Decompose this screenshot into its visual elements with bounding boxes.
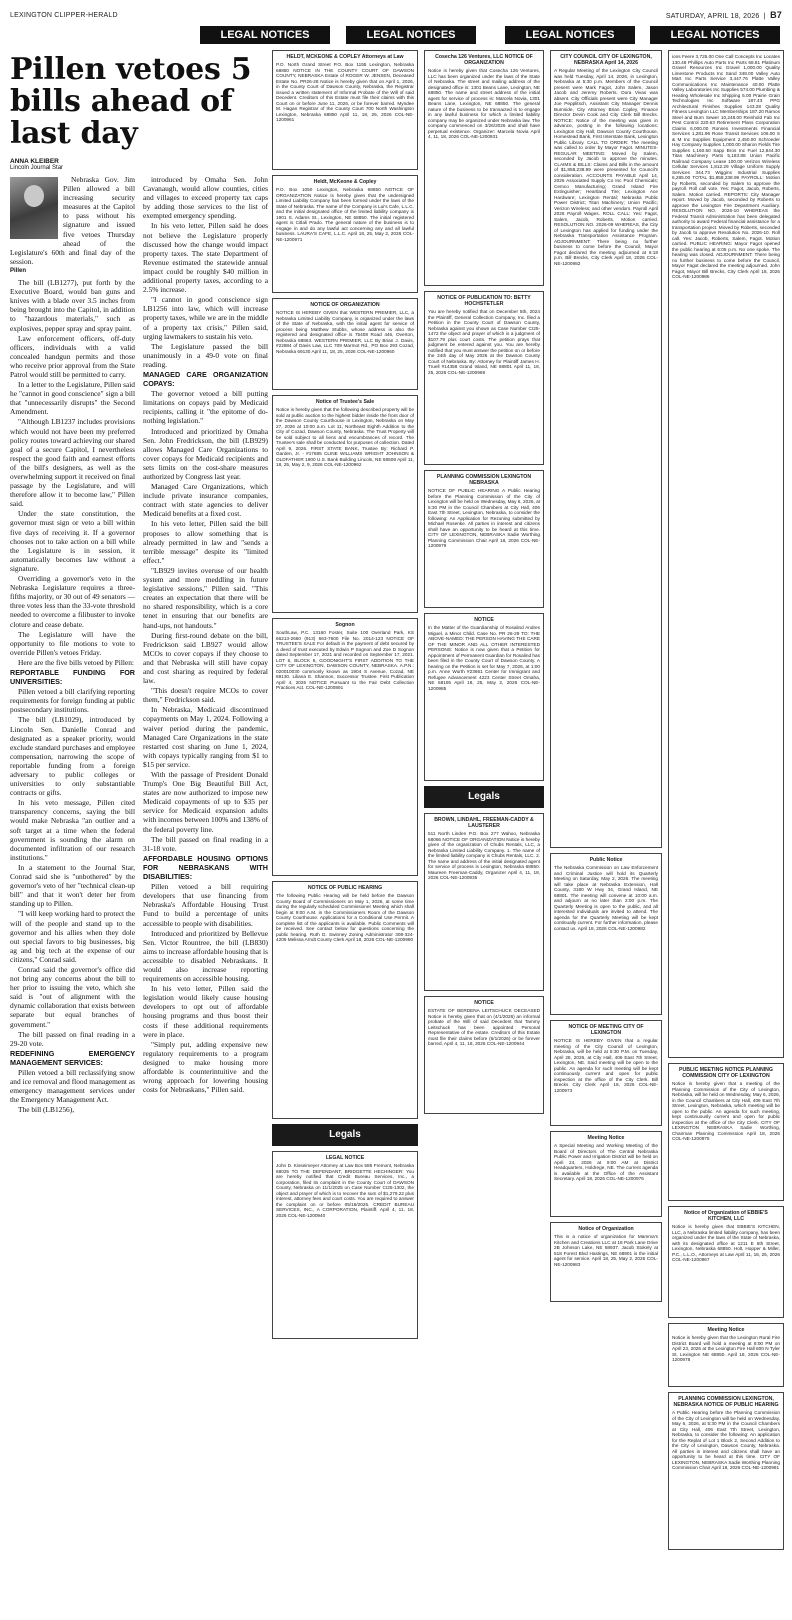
notice-title: LEGAL NOTICE xyxy=(325,1155,365,1161)
notice-body: NOTICE OF PUBLIC HEARING A Public Hearing before the Planning Commission of the City of Lexington will be held on Wednesday, May 6, 2026, at 5:30 PM in the Council Chambers at City Hall, 406 East 7th Street, Lexington, Nebraska, to consider the following: An Application for Rezoning submitted by Michael Rosenke. All parties in interest and citizens shall have an opportunity to be heard at this time. CITY OF LEXINGTON, NEBRASKA Sadie Worthing Planning Commission Chair April 18, 2026 COL-NE-1200979 xyxy=(428,488,540,548)
legal-notices-banner: LEGAL NOTICES xyxy=(200,26,330,44)
story-paragraph: "This doesn't require MCOs to cover them," Fredrickson said. xyxy=(143,686,268,705)
notice-title: Public Notice xyxy=(589,857,623,863)
page-number: B7 xyxy=(770,10,782,20)
legal-notice xyxy=(550,50,662,848)
notice-title: PUBLIC MEETING NOTICE PLANNING COMMISSION CITY OF LEXINGTON xyxy=(679,1067,773,1079)
story-paragraph: Nebraska Gov. Jim Pillen allowed a bill increasing security measures at the Capitol to pass without his signature and issued five vetoes Thursday ahead of the Legislature's 60th and final day of the session. xyxy=(10,175,135,266)
notice-title: NOTICE OF PUBLIC HEARING xyxy=(307,885,383,891)
story-column-2 xyxy=(143,175,268,1115)
story-subhead: REDEFINING EMERGENCY MANAGEMENT SERVICES: xyxy=(10,1048,135,1067)
notice-body: Notice is hereby given that EBBIE'S KITCHEN, LLC, a Nebraska limited liability company, has been organized under the laws of the State of Nebraska, with its designated office at 1211 E 6th Street, Lexington, Nebraska 68850. Holt, Hopper & Miller, P.C., L.L.O., Attorneys at Law April 11, 18, 25, 2026 COL-NE-1200967 xyxy=(672,1224,780,1262)
issue-date: SATURDAY, APRIL 18, 2026 xyxy=(665,13,760,20)
story-paragraph: Pillen vetoed a bill clarifying reporting requirements for foreign funding at public postsecondary institutions. xyxy=(10,687,135,715)
news-story xyxy=(10,50,268,1115)
banner-row xyxy=(0,26,792,46)
pillen-photo xyxy=(10,177,58,239)
notice-body: P.O. Box 1050 Lexington, Nebraska 68850 NOTICE OF ORGANIZATION Notice is hereby given that the undersigned Limited Liability Company has been formed under the laws of the State of Nebraska. The name of the Company is Lui's Cafe, L.L.C. and the initial designated office of the limited liability company is 1901 S. Adams St., Lexington, NE 68850. The initial registered agent is Citlali Prado. The general nature of the business is to engage in and do any lawful act concerning any and all lawful business. LAURA'S CAFE, L.L.C. April 18, 25, May 2, 2026 COL-NE-1200971 xyxy=(276,187,414,242)
notice-title: NOTICE OF MEETING CITY OF LEXINGTON xyxy=(568,1024,644,1036)
story-headline: Pillen vetoes 5 bills ahead of last day xyxy=(10,52,252,151)
legal-notice xyxy=(424,996,544,1114)
notice-body: ESTATE OF BERDENA LEITSCHUCK DECEASED Notice is hereby given that on (4/1/2026) an informal probate of the Will of said Decedent that Tammy Leitschuck has been appointed Personal Representative of the estate. Creditors of this Estate must file their claims before (6/1/2026) or be forever barred. April 4, 11, 18, 2026 COL-NE-1200944 xyxy=(428,1008,540,1046)
story-byline: ANNA KLEIBER xyxy=(10,158,59,165)
notice-body: The following Public Hearing will be held before the Dawson County Board of Commissioners on May 1, 2026, at some time during the regularly scheduled Commissioner Meeting which shall begin at 9:00 A.M. in the Commissioners Room of the Dawson County Courthouse. Applications for a Conditional Use Permit. A complete list of the applicants is available. Public Comments will be received. See contact below for questions concerning the public hearing. Ruth D. Swinney Zoning Administrator 308-324-4206 Melissa Arndt County Clerk April 18, 2026 COL-NE-1200980 xyxy=(276,893,414,942)
story-subhead: AFFORDABLE HOUSING OPTIONS FOR NEBRASKANS WITH DISABILITIES: xyxy=(143,853,268,882)
story-paragraph: "LB929 invites overuse of our health system and more meddling in future legislative sessions," Pillen said. "This creates an expectation that there will be no shared responsibility, which is a core tenet in ensuring that our benefits are hand-ups, not handouts." xyxy=(143,565,268,630)
story-paragraph: In his veto letter, Pillen said the bill proposes to allow something that is already permitted in law and "sends a terrible message" despite its "limited effect." xyxy=(143,519,268,565)
notice-title: NOTICE xyxy=(474,1000,494,1006)
notice-body: You are hereby notified that on December 5th, 2024 the Plaintiff, General Collection Company, Inc. filed a Petition in the County Court of Dawson County, Nebraska against you shown as Case Number CI25-1472 the object and prayer of which is a judgment of $107.79 plus court costs. The petition prays that judgment be entered against you. You are hereby notified that you must answer the petition on or before the 24th day of May 2026 at the Dawson County Court of Nebraska. By: Attorney for Plaintiff James H. Truell #14358 Grand Island, NE 68801 April 11, 18, 25, 2026 COL-NE-1200969 xyxy=(428,309,540,375)
legal-notice xyxy=(424,50,544,286)
story-paragraph: Here are the five bills vetoed by Pillen: xyxy=(18,657,134,667)
story-paragraph: With the passage of President Donald Trump's One Big Beautiful Bill Act, states are now authorized to impose new Medicaid copayments of up to $35 per service for Medicaid expansion adults with incomes between 100% and 138% of the federal poverty line. xyxy=(143,770,268,834)
notice-title: Meeting Notice xyxy=(707,1327,745,1333)
legal-column-4 xyxy=(668,50,784,1555)
notice-title: Notice of Organization of EBBIE'S KITCHEN, LLC xyxy=(684,1210,768,1222)
notice-title: PLANNING COMMISSION LEXINGTON, NEBRASKA NOTICE OF PUBLIC HEARING xyxy=(673,1396,779,1408)
masthead: LEXINGTON CLIPPER-HERALD SATURDAY, APRIL 18, 2026 | B7 xyxy=(10,10,782,20)
legal-notice xyxy=(272,395,418,613)
legal-column-3 xyxy=(550,50,662,1307)
notice-body: P.O. North Grand Street P.O. Box 1155 Lexington, Nebraska 68850 NOTICE IN THE COUNTY COURT OF DAWSON COUNTY, NEBRASKA Estate of ROGER W. JENSEN, Deceased Estate No. PR26-28 Notice is hereby given that on April 1, 2026, in the County Court of Dawson County, Nebraska, the Registrar issued a written statement of Informal Probate of the Will of said Decedent. Creditors of this Estate must file their claims with this Court on or before June 11, 2026, or be forever barred. Myndee M. Hagan Registrar of the County Court 700 North Washington Lexington, Nebraska 68850 April 11, 18, 25, 2026 COL-NE-1200961 xyxy=(276,62,414,122)
legal-notice xyxy=(550,853,662,1015)
notice-body: A Regular Meeting of the Lexington City Council was held Tuesday, April 14, 2026, in Lexington, Nebraska at 5:30 p.m. Members of the Council present were Mark Fagot, John Salem, Jason Jacob and Jeremy Roberts. Dora Vivas was absent. City Officials present were City Manager Joe Pepplitsch, Assistant City Manager Dennis Burnside, City Attorney Brian Copley, Finance Director Devin Cook and City Clerk Bill Brecks. NOTICE: Notice of the meeting was given in advance, posting in the following locations: Lexington City Hall, Dawson County Courthouse, Homestead Bank, First Interstate Bank, Lexington Public Library. CALL TO ORDER: The meeting was called to order by Mayor Fagot. MINUTES-REGULAR MEETING: Moved by Salem, seconded by Jacob to approve the minutes. CLAIMS & BILLS: Claims and Bills in the amount of $1,858,238.99 were presented for Council's consideration. ACCOUNTS PAYABLE April 14, 2026 Associated Supply Co Inc Pool Chemicals; Cemco Manufacturing; Grand Island Fire Extinguisher; Heartland Tire; Lexington Ace Hardware; Lexington Rental; Nebraska Public Power District; Titan Machinery; Union Pacific; Verizon Wireless; and other vendors. Payroll April 2026 Payroll Wages. ROLL CALL: Yes: Fagot, Salem, Jacob, Roberts. Motion carried. RESOLUTION NO. 2026-09 WHEREAS, the City of Lexington has applied for funding under the Nebraska Transportation Assistance Program. ADJOURNMENT: There being no further business to come before the Council, Mayor Fagot declared the meeting adjourned at 6:18 p.m. Bill Brecks, City Clerk April 18, 2026 COL-NE-1200982 xyxy=(554,68,658,266)
legal-notice xyxy=(668,1323,784,1387)
story-paragraph: In his veto letter, Pillen said he does not believe the Legislature properly discussed how the change would impact property taxes. The state Department of Revenue estimated the statewide annual impact could be roughly $40 million in additional property taxes, according to a 2.5% increase. xyxy=(143,221,268,295)
story-paragraph: In Nebraska, Medicaid discontinued copayments on May 1, 2024. Following a waiver period during the pandemic, Managed Care Organizations in the state restarted cost sharing on June 1, 2024, with copays typically ranging from $1 to $15 per service. xyxy=(143,705,268,769)
story-paragraph: Pillen vetoed a bill reclassifying snow and ice removal and flood management as emergency management services under the Emergency Management Act. xyxy=(10,1068,135,1105)
notice-body: Notice is hereby given that the Lexington Rural Fire District Board will hold a meeting at 8:00 PM on April 23, 2026 at the Lexington Fire Hall 600 N Tyler St, Lexington NE 68850. April 18, 2026 COL-NE-1200978 xyxy=(672,1335,780,1362)
legal-notices-banner: LEGAL NOTICES xyxy=(505,26,635,44)
notice-body: Notice is hereby given that Cosecha 126 Ventures, LLC has been organized under the laws of the State of Nebraska. The street and mailing address of the designated office is: 1301 Beans Lane, Lexington, NE 68850. The name and street address of the initial agent for service of process is: Marcela Novia, 1301 Beans Lane, Lexington, NE 68850. The general nature of the business to be transacted is to engage in any lawful business for which a limited liability company may be organized under Nebraska law. The company commenced on 3/26/2026 and shall have perpetual existence. Organizer: Marcela Novia April 4, 11, 18, 2026 COL-NE-1200931 xyxy=(428,68,540,139)
legal-notice xyxy=(272,618,418,876)
story-paragraph: "Simply put, adding expensive new regulatory requirements to a program designed to make housing more affordable is counterintuitive and the wrong approach for lowering housing costs for Nebraskans," Pillen said. xyxy=(143,1039,268,1095)
notice-title: Meeting Notice xyxy=(587,1135,625,1141)
story-paragraph: In a statement to the Journal Star, Conrad said she is "unbothered" by the governor's veto of her "technical clean-up bill" and that it won't deter her from standing up to Pillen. xyxy=(10,862,135,909)
story-paragraph: The Legislature passed the bill unanimously in a 49-0 vote on final reading. xyxy=(143,341,268,369)
legal-notice xyxy=(272,881,418,1119)
legal-column-2 xyxy=(424,50,544,1119)
legal-notice xyxy=(272,50,418,170)
story-paragraph: "I will keep working hard to protect the will of the people and stand up to the governor and his allies when they dole out special favors to big businesses, big ag and big tech at the expense of our citizens," Conrad said. xyxy=(10,909,135,964)
story-paragraph: Conrad said the governor's office did not bring any concerns about the bill to her prior to issuing the veto, which she said is "out of alignment with the dynamic collaboration that exists between separate but equal branches of government." xyxy=(10,964,135,1029)
story-paragraph: Under the state constitution, the governor must sign or veto a bill within five days of receiving it. If a governor chooses not to take action on a bill while the Legislature is in session, it automatically becomes law without a signature. xyxy=(10,509,135,573)
legal-notice xyxy=(668,50,784,1058)
legal-notice xyxy=(272,1151,418,1339)
legal-column-1 xyxy=(272,50,418,1344)
legal-notice xyxy=(424,613,544,781)
notice-title: Cosecha 126 Ventures, LLC NOTICE OF ORGANIZATION xyxy=(435,54,533,66)
story-paragraph: In his veto letter, Pillen said the legislation would likely cause housing developers to opt out of affordable housing programs and thus boost their costs if these additional requirements were in place. xyxy=(143,984,268,1039)
legals-band: Legals xyxy=(424,786,544,808)
story-paragraph: Pillen vetoed a bill requiring developers that use financing from Nebraska's Affordable Housing Trust Fund to build a percentage of units accessible to people with disabilities. xyxy=(143,882,268,928)
notice-title: NOTICE xyxy=(474,617,494,623)
story-paragraph: The Legislature will have the opportunity to file motions to vote to override Pillen's vetoes Friday. xyxy=(10,629,135,657)
legal-notice xyxy=(424,813,544,991)
notice-title: Notice of Trustee's Sale xyxy=(315,399,375,405)
notice-title: Notice of Organization xyxy=(578,1226,634,1232)
story-paragraph: Introduced and prioritized by Bellevue Sen. Victor Rountree, the bill (LB830) aims to increase affordable housing that is accessible to disabled Nebraskans. It would also increase reporting requirements on accessible housing. xyxy=(143,928,268,984)
notice-title: NOTICE OF PUBLICATION TO: BETTY HOCHSTETLER xyxy=(437,295,531,307)
notice-body: Notice is hereby given that a meeting of the Planning Commission of the City of Lexington, Nebraska, will be held on Wednesday, May 6, 2026, in the Council Chambers at City Hall, 406 East 7th Street, Lexington, Nebraska, which meeting will be open to the public. An agenda for such meeting, kept continuously current and open for public inspection at the office of the City Clerk. CITY OF LEXINGTON NEBRASKA Sadie Worthing, Chairman Planning Commission April 18, 2026 COL-NE-1200975 xyxy=(672,1081,780,1141)
story-paragraph: The bill (LB1277), put forth by the Executive Board, would ban guns and knives with a blade over 3.5 inches from being brought into the Capitol, in addition to "hazardous materials," such as explosives, pepper spray and spray paint. xyxy=(10,278,135,333)
notice-title: Sognon xyxy=(335,622,355,628)
notice-body: The Nebraska Commission on Law Enforcement and Criminal Justice will hold its Quarterly Meeting on Saturday, May 2, 2026. The meeting will take place at Nebraska Extension, Hall County, 3180 W Hwy 34, Grand Island, NE 68801. The meeting will convene at 10:00 a.m. and adjourn at no later than 2:00 p.m. The Quarterly Meeting is open to the public, and all interested individuals are invited to attend. The agenda for the Quarterly Meeting will be kept continually current. For further information, please contact us. April 18, 2026 COL-NE-1200982 xyxy=(554,865,658,931)
story-paragraph: Law enforcement officers, off-duty officers, individuals with a valid concealed handgun permits and those who receive prior approval from the State Patrol would still be permitted to carry. xyxy=(10,333,135,379)
legal-notices-banner: LEGAL NOTICES xyxy=(650,26,780,44)
story-column-1 xyxy=(10,175,135,1115)
legal-notice xyxy=(668,1206,784,1318)
paper-name: LEXINGTON CLIPPER-HERALD xyxy=(10,11,118,19)
notice-title: HELDT, MCKEONE & COPLEY Attorneys at Law xyxy=(286,54,404,60)
notice-title: BROWN, LINDAHL, FREEMAN-CADDY & LAUSTERER xyxy=(434,817,534,829)
photo-caption: Pillen xyxy=(10,267,27,274)
notice-body: In the Matter of the Guardianship of Rosalind Andres Miguel, a Minor Child. Case No. PR 26-29 TO: THE ABOVE-NAMED: THE PERSON HAVING THE CARE OF THE MINOR AND ALL OTHER INTERESTED PERSONS: Notice is now given that a Petition for Appointment of Permanent Guardian for Rosalind has been filed in the County Court of Dawson County. A hearing on the Petition is set for May 7, 2026, at 1:00 p.m. Anne Wurth #23661 Center for Immigrant and Refugee Advancement 4223 Center Street Omaha, NE 68105 April 18, 25, May 2, 2026 COL-NE-1200985 xyxy=(428,625,540,691)
legal-notice xyxy=(272,298,418,390)
story-paragraph: The governor vetoed a bill putting limitations on copays paid by Medicaid recipients, calling it "the epitome of do-nothing legislation." xyxy=(143,389,268,426)
notice-body: SouthLaw, P.C. 13160 Foster, Suite 100 Overland Park, KS 66213-2660 (913) 663-7600 File No. 2014-123 NOTICE OF TRUSTEE'S SALE For default in the payment of debt secured by a deed of trust executed by Edwin P Sognon and Zoe D Sognon dated September 17, 2021 and recorded on September 17, 2021. LOT 6, BLOCK 6, GOODNIGHT'S FIRST ADDITION TO THE CITY OF LEXINGTON, DAWSON COUNTY, NEBRASKA. A.P.N.: 020010030 commonly known as 1904 S Avenue, Cozad, NE 69130. Liliana E. Shannon, Successor Trustee. First Publication April 4, 2026 NOTICE Pursuant to the Fair Debt Collection Practices Act. COL-NE-1200891 xyxy=(276,630,414,690)
legal-notice xyxy=(424,291,544,465)
legal-notice xyxy=(550,1222,662,1302)
legal-notices-banner: LEGAL NOTICES xyxy=(346,26,476,44)
notice-body: ions Feere 3,725.00 One Call Concepts Inc Locates 130.48 Phillips Auto Parts Inc Parts 68.81 Platinum Gravel Resources Inc Gravel 1,000.00 Quality Limestone Products Inc Sand 348.00 Valley Auto Mart Inc Parts Service 3,447.76 Platte Valley Communications Inc Maintenance 40.00 Platte Valley Laboratories Inc Supplies 574.00 Plumbing & Heating Wholesale Inc Shipping 5.00 Prairie Grain Technologies Inc Software 187.43 PPG Architectural Finishes Supplies 143.28 Quality Fitness Lexington LLC Memberships 187.20 Ramos Steel and Burn Sewer 10,248.00 Reinhold Fab Inc Pest Control 220.63 Retirement Plans Corporation Claims 6,000.00 Ronsen Investments Financial Services 1,281.96 Rose Transit Services 106.00 S & M Inc Supplies Equipment 2,450.00 Schroeder Hay Company Supplies 1,000.00 Sharon Fields Tire Supplies 1,160.50 Sapp Bros Inc Fuel 12,844.30 Titan Machinery Parts 5,183.88 Union Pacific Railroad Company Lease 100.00 Verizon Wireless Cellular Services 1,812.29 Village Uniform Supply Services 344.73 Wiggins Industrial Supplies 6,285.00 TOTAL $1,858,238.99 PAYROLL: Motion by Roberts, seconded by Salem to approve the payroll. Roll call vote. Yes: Fagot, Jacob, Roberts, Salem. Motion carried. REPORTS: City Manager report. Moved by Jacob, seconded by Roberts to approve the Lexington Fire Department Auxiliary. RESOLUTION NO. 2026-10 WHEREAS the Federal Transit Administration has been delegated authority to award Federal financial assistance for a transportation project. Moved by Roberts, seconded by Jacob to approve Resolution No. 2026-10. Roll call. Yes: Jacob, Roberts, Salem, Fagot. Motion carried. PUBLIC HEARING: Mayor Fagot opened the public hearing at 6:05 p.m. No one spoke. The hearing was closed. ADJOURNMENT: There being no further business to come before the Council, Mayor Fagot declared the meeting adjourned. John Fagot, Mayor Bill Brecks, City Clerk April 18, 2026 COL-NE-1200986 xyxy=(672,54,780,279)
story-paragraph: The bill passed on final reading in a 29-20 vote. xyxy=(10,1029,135,1048)
notice-body: A Special Meeting and Working Meeting of the Board of Directors of The Central Nebraska Public Power and Irrigation District will be held on April 24, 2026 at 9:00 AM at District Headquarters, Holdrege, NE. The current agenda is available at the Office of the Assistant Secretary. April 18, 2026 COL-NE-1200976 xyxy=(554,1143,658,1181)
story-paragraph: introduced by Omaha Sen. John Cavanaugh, would allow counties, cities and villages to exceed property tax caps by adding those services to the list of exempted emergency spending. xyxy=(143,175,268,221)
story-subhead: MANAGED CARE ORGANIZATION COPAYS: xyxy=(143,369,268,389)
legal-notice xyxy=(668,1063,784,1201)
notice-body: A Public Hearing before the Planning Commission of the City of Lexington will be held on Wednesday, May 6, 2026, at 5:30 PM in the Council Chambers at City Hall, 406 East 7th Street, Lexington, Nebraska, to consider the following: An application for the Replat of Lot 1 Block 2, Second Addition to the City of Lexington, Dawson County, Nebraska. All parties in interest and citizens shall have an opportunity to be heard at this time. CITY OF LEXINGTON, NEBRASKA Sadie Worthing Planning Commission Chair April 18, 2026 COL-NE-1200981 xyxy=(672,1410,780,1470)
story-paragraph: The bill (LB1029), introduced by Lincoln Sen. Danielle Conrad and designated as a speaker priority, would exclude standard purchases and employee compensation, narrowing the scope of reportable funding from a foreign adversary to public colleges or universities to only substantiable contracts or gifts. xyxy=(10,715,135,798)
legal-notice xyxy=(550,1020,662,1126)
notice-body: This is a notice of organization for Mamma's Kitchen and Creations LLC at 18 Park Lane Drive 2B Johnson Lake, NE 68937. Jacob Stokely at 518 Forest Blvd Hastings, NE 68901 is the initial agent for service. April 18, 25, May 2, 2026 COL-NE-1200983 xyxy=(554,1234,658,1267)
notice-body: Notice is hereby given that the following described property will be sold at public auction to the highest bidder inside the front door of the Dawson County Courthouse in Lexington, Nebraska on May 27, 2026 at 10:00 a.m. Lot 11, Northeast Eighth Addition to the City of Cozad, Dawson County, Nebraska. The Trust Property will be sold subject to all liens and encumbrances of record. The Trustee's sale shall be conducted for purposes of collection. Dated April 9, 2026. FIRST STATE BANK, Trustee By: Richard P. Garden, Jr. - #17685 CLINE WILLIAMS WRIGHT JOHNSON & OLDFATHER 1900 U.S. Bank Building Lincoln, NE 68508 April 11, 18, 25, May 2, 9, 2026 COL-NE-1200962 xyxy=(276,407,414,467)
story-paragraph: Overriding a governor's veto in the Nebraska Legislature requires a three-fifths majority, or 30 out of 49 senators — three votes less than the 33-vote threshold needed to overcome a filibuster to invoke cloture and cease debate. xyxy=(10,574,135,629)
notice-body: 511 North Linden P.O. Box 277 Wahoo, Nebraska 68066 NOTICE OF ORGANIZATION Notice is hereby given of the organization of Chubs Rentals, LLC, a Nebraska Limited Liability Company. 1. The name of the limited liability company is Chubs Rentals, LLC. 2. The name and address of the initial designated agent for service of process is Lexington, Nebraska 68850. Maureen Freeman-Caddy, Organizer April 4, 11, 18, 2026 COL-NE-1200935 xyxy=(428,831,540,880)
story-paragraph: In a letter to the Legislature, Pillen said he "cannot in good conscience" sign a bill that "unnecessarily disrupts" the Second Amendment. xyxy=(10,380,135,417)
notice-title: Heldt, McKeone & Copley xyxy=(313,179,377,185)
legal-notice xyxy=(550,1131,662,1217)
story-paragraph: Managed Care Organizations, which include private insurance companies, contract with state agencies to deliver Medicaid benefits at a fixed cost. xyxy=(143,482,268,519)
notice-body: NOTICE IS HEREBY GIVEN that WESTERN PREMIER, LLC, a Nebraska Limited Liability Company, is organized under the laws of the State of Nebraska, with the initial agent for service of process being Matthew Stubbs, whose address is also the registered and designated office is 75408 Road 446, Overton, Nebraska 68863. WESTERN PREMIER, LLC By Brian J. Davis, #22884 of Davis Law, LLC 709 Marmot Rd., PO Box 293 Cozad, Nebraska 69130 April 11, 18, 25, 2026 COL-NE-1200960 xyxy=(276,310,414,354)
story-source: Lincoln Journal Star xyxy=(10,165,64,171)
notice-title: CITY COUNCIL CITY OF LEXINGTON, NEBRASKA April 14, 2026 xyxy=(560,54,652,66)
story-paragraph: Introduced and prioritized by Omaha Sen. John Fredrickson, the bill (LB929) allows Managed Care Organizations to cover copays for Medicaid recipients and sets limits on the cost-share measures authorized by Congress last year. xyxy=(143,426,268,481)
story-paragraph: The bill passed on final reading in a 31-18 vote. xyxy=(143,834,268,853)
notice-body: NOTICE IS HEREBY GIVEN that a regular meeting of the City Council of Lexington, Nebraska, will be held at 5:30 P.M. on Tuesday, April 28, 2026, at City Hall, 406 East 7th Street, Lexington, NE. Said meeting will be open to the public. An agenda for such meeting will be kept continuously current and open for public inspection at the office of the City Clerk. Bill Brecks City Clerk April 18, 2026 COL-NE-1200973 xyxy=(554,1038,658,1093)
story-paragraph: "I cannot in good conscience sign LB1256 into law, which will increase property taxes, while we are in the middle of a property tax crisis," Pillen said, urging lawmakers to sustain his veto. xyxy=(143,295,268,341)
legal-notice xyxy=(424,470,544,608)
story-paragraph: The bill (LB1256), xyxy=(18,1105,75,1115)
notice-body: John D. Kisseimeyer Attorney at Law Box 585 Fremont, Nebraska 68025 TO THE DEFENDANT, BRIDGETTE HECHINGER: You are hereby notified that Credit Bureau Services, Inc., a corporation, filed its complaint in the County Court of DAWSON County, Nebraska on 11/1/2025 on Case Number CI25-1302, the object and prayer of which is to recover the sum of $1,279.22 plus interest, attorney fees and court costs. You are required to answer the complaint on or before 05/18/2026. CREDIT BUREAU SERVICES, INC., A CORPORATION, Plaintiff. April 4, 11, 18, 2026 COL-NE-1200940 xyxy=(276,1163,414,1218)
story-paragraph: During first-round debate on the bill, Fredrickson said LB927 would allow MCOs to cover copays if they choose to and that Nebraska will still have copay and cost sharing as required by federal law. xyxy=(143,630,268,686)
story-subhead: REPORTABLE FUNDING FOR UNIVERSITIES: xyxy=(10,667,135,687)
notice-title: PLANNING COMMISSION LEXINGTON NEBRASKA xyxy=(436,474,532,486)
legal-notice xyxy=(668,1392,784,1550)
legals-band: Legals xyxy=(272,1124,418,1146)
story-paragraph: In his veto message, Pillen cited transparency concerns, saying the bill would make Nebraska "an outlier and a soft target at a time when the federal government is sounding the alarm on documented infiltration of our research institutions." xyxy=(10,798,135,862)
story-paragraph: "Although LB1237 includes provisions which would not have been my preferred policy routes toward achieving our shared goal of a secure Capitol, I nevertheless respect the good faith and earnest efforts of the bill's designers, as well as the overwhelming support it received on final passage by the Legislature, and will therefore allow it to become law," Pillen said. xyxy=(10,417,135,509)
notice-title: NOTICE OF ORGANIZATION xyxy=(310,302,380,308)
legal-notice xyxy=(272,175,418,293)
